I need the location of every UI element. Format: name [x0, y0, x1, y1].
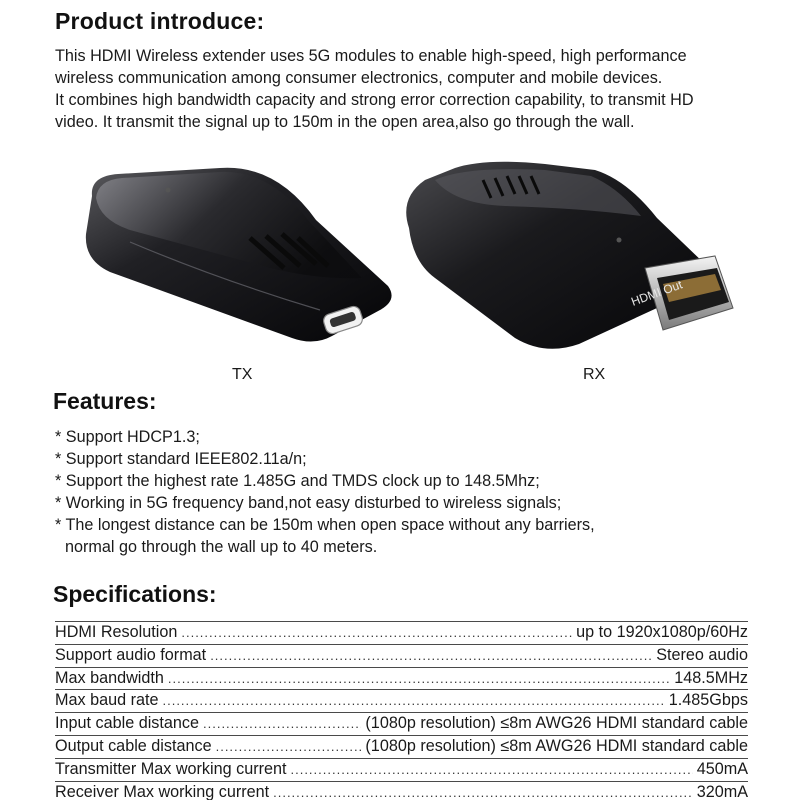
- product-images: [0, 150, 800, 390]
- spec-value: (1080p resolution) ≤8m AWG26 HDMI standard cable: [365, 714, 748, 733]
- rx-caption: RX: [583, 366, 606, 383]
- spec-label: Max bandwidth: [55, 668, 164, 687]
- feature-item: * Support HDCP1.3;: [55, 428, 200, 446]
- spec-value: Stereo audio: [656, 645, 748, 664]
- spec-label: Output cable distance: [55, 736, 212, 755]
- spec-leader-dots: [162, 690, 664, 712]
- spec-leader-dots: [210, 645, 652, 667]
- rx-device-image: [395, 158, 745, 358]
- spec-row: [55, 712, 748, 735]
- spec-leader-dots: [273, 782, 693, 800]
- spec-row: [55, 621, 748, 644]
- spec-row: [55, 667, 748, 690]
- spec-value: 148.5MHz: [674, 668, 748, 687]
- intro-line: It combines high bandwidth capacity and strong error correction capability, to transmit HD: [55, 91, 694, 109]
- intro-line: video. It transmit the signal up to 150m in the open area,also go through the wall.: [55, 113, 635, 131]
- feature-item-continuation: normal go through the wall up to 40 meters.: [65, 538, 378, 556]
- spec-label: Receiver Max working current: [55, 782, 270, 800]
- tx-device-image: [70, 160, 400, 350]
- spec-leader-dots: [290, 759, 692, 781]
- feature-item: * The longest distance can be 150m when open space without any barriers,: [55, 516, 595, 534]
- spec-row: [55, 781, 748, 800]
- spec-label: Transmitter Max working current: [55, 759, 287, 778]
- spec-value: 1.485Gbps: [668, 691, 748, 710]
- feature-item: * Support the highest rate 1.485G and TMDS clock up to 148.5Mhz;: [55, 472, 540, 490]
- spec-label: Support audio format: [55, 645, 207, 664]
- specs-table: [55, 621, 748, 800]
- spec-value: 320mA: [696, 782, 748, 800]
- spec-leader-dots: [168, 668, 670, 690]
- spec-label: HDMI Resolution: [55, 623, 178, 641]
- spec-value: 450mA: [696, 759, 748, 778]
- spec-leader-dots: [216, 736, 362, 758]
- feature-item: * Support standard IEEE802.11a/n;: [55, 450, 307, 468]
- spec-row: [55, 735, 748, 758]
- features-heading: Features:: [53, 388, 157, 414]
- feature-item: * Working in 5G frequency band,not easy disturbed to wireless signals;: [55, 494, 562, 512]
- specs-heading: Specifications:: [53, 581, 217, 607]
- spec-value: (1080p resolution) ≤8m AWG26 HDMI standard cable: [365, 736, 748, 755]
- spec-value: up to 1920x1080p/60Hz: [576, 623, 748, 641]
- spec-label: Input cable distance: [55, 714, 199, 733]
- spec-label: Max baud rate: [55, 691, 159, 710]
- intro-paragraph: [55, 45, 775, 133]
- tx-caption: TX: [232, 366, 253, 383]
- intro-line: wireless communication among consumer electronics, computer and mobile devices.: [55, 69, 663, 87]
- spec-leader-dots: [203, 713, 361, 735]
- intro-line: This HDMI Wireless extender uses 5G modules to enable high-speed, high performance: [55, 47, 687, 65]
- spec-leader-dots: [181, 622, 572, 644]
- spec-row: [55, 689, 748, 712]
- spec-row: [55, 758, 748, 781]
- rx-port-label: HDMI Out: [629, 277, 685, 309]
- features-list: [55, 426, 775, 558]
- intro-heading: Product introduce:: [55, 8, 265, 34]
- spec-row: [55, 644, 748, 667]
